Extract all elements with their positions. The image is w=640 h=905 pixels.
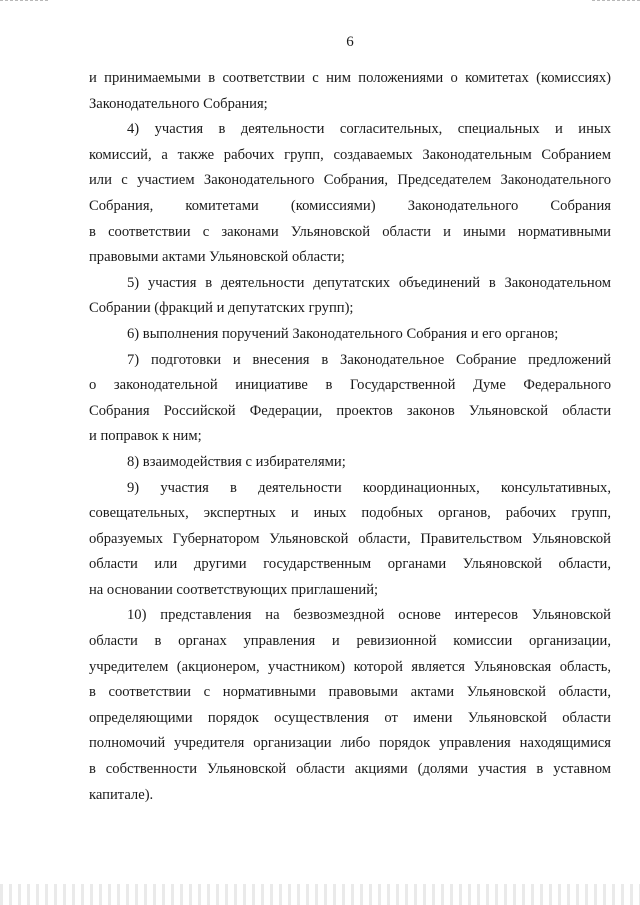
text-line: и поправок к ним;: [89, 428, 202, 445]
text-line: области или другими государственным органами Ульяновской области,: [89, 556, 611, 573]
text-line: 10) представления на безвозмездной основе интересов Ульяновской: [127, 607, 611, 624]
text-line: 7) подготовки и внесения в Законодательное Собрание предложений: [127, 351, 611, 368]
document-body: [89, 66, 611, 808]
paragraph: [89, 117, 611, 271]
text-line: 4) участия в деятельности согласительных, специальных и иных: [127, 121, 611, 138]
text-line: образуемых Губернатором Ульяновской области, Правительством Ульяновской: [89, 530, 611, 547]
text-line: и принимаемыми в соответствии с ним положениями о комитетах (комиссиях): [89, 70, 611, 86]
scan-edge-mark: [592, 0, 640, 7]
text-line: совещательных, экспертных и иных подобных органов, рабочих групп,: [89, 505, 611, 522]
text-line: в соответствии с нормативными правовыми актами Ульяновской области,: [89, 684, 611, 701]
text-line: определяющими порядок осуществления от имени Ульяновской области: [89, 709, 611, 726]
text-line: или с участием Законодательного Собрания, Председателем Законодательного: [89, 172, 611, 189]
paragraph: [89, 348, 611, 450]
text-line: Собрания, комитетами (комиссиями) Законодательного Собрания: [89, 197, 611, 214]
scan-artifact-strip: [0, 884, 640, 905]
page-number: 6: [346, 34, 354, 50]
paragraph: [89, 271, 611, 322]
paragraph: [89, 322, 611, 348]
text-line: 6) выполнения поручений Законодательного Собрания и его органов;: [127, 325, 559, 342]
text-line: в собственности Ульяновской области акциями (долями участия в уставном: [89, 761, 611, 778]
text-line: Собрания Российской Федерации, проектов законов Ульяновской области: [89, 402, 611, 419]
text-line: Собрании (фракций и депутатских групп);: [89, 300, 354, 317]
paragraph: [89, 66, 611, 117]
paragraph: [89, 450, 611, 476]
text-line: на основании соответствующих приглашений;: [89, 581, 379, 598]
paragraph: [89, 603, 611, 808]
text-line: о законодательной инициативе в Государственной Думе Федерального: [89, 377, 611, 394]
text-line: капитале).: [89, 786, 154, 803]
text-line: правовыми актами Ульяновской области;: [89, 249, 345, 266]
paragraph: [89, 476, 611, 604]
text-line: 5) участия в деятельности депутатских объединений в Законодательном: [127, 274, 611, 291]
text-line: 8) взаимодействия с избирателями;: [127, 453, 346, 470]
text-line: полномочий учредителя организации либо порядок управления находящимися: [89, 735, 611, 752]
text-line: области в органах управления и ревизионной комиссии организации,: [89, 633, 611, 650]
text-line: учредителем (акционером, участником) которой является Ульяновская область,: [89, 658, 611, 675]
scan-edge-mark: [0, 0, 48, 7]
text-line: в соответствии с законами Ульяновской области и иными нормативными: [89, 223, 611, 240]
text-line: 9) участия в деятельности координационных, консультативных,: [127, 479, 611, 496]
text-line: Законодательного Собрания;: [89, 95, 268, 112]
text-line: комиссий, а также рабочих групп, создаваемых Законодательным Собранием: [89, 146, 611, 163]
